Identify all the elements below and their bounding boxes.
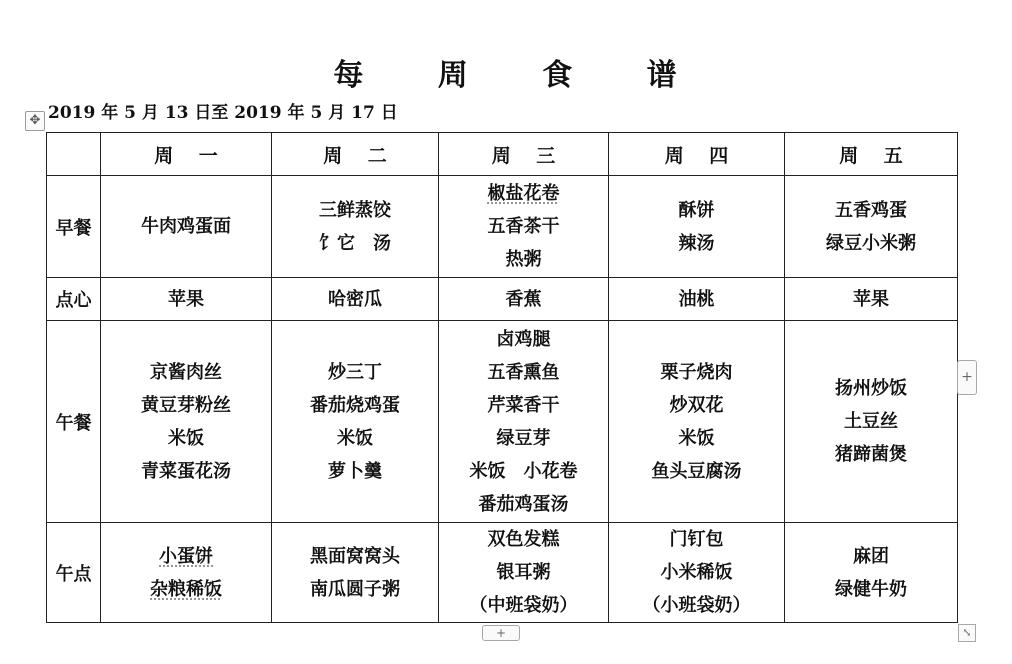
menu-item: 五香鸡蛋 [835,199,907,221]
table-resize-icon[interactable]: ⤡ [958,624,976,642]
menu-item: 绿豆小米粥 [826,232,916,254]
menu-item: 黄豆芽粉丝 [141,394,231,416]
meal-label[interactable]: 早餐 [47,176,101,278]
menu-cell[interactable] [272,278,439,321]
menu-item: 苹果 [853,288,889,310]
menu-item: 酥饼 [678,199,715,221]
menu-item: 番茄鸡蛋汤 [478,493,569,515]
menu-cell[interactable] [609,176,785,278]
weekly-menu-table[interactable] [46,132,958,623]
menu-item: 五香茶干 [487,216,560,237]
menu-item: 哈密瓜 [328,288,382,310]
title-char: 食 [542,58,575,93]
menu-item: 扬州炒饭 [835,378,907,399]
menu-cell[interactable] [785,523,958,623]
meal-row [47,278,958,321]
menu-cell[interactable] [272,321,439,523]
menu-cell[interactable] [101,523,272,623]
menu-item: 油桃 [678,288,715,310]
menu-item: 萝卜羹 [328,460,382,482]
menu-item: 绿豆芽 [496,427,551,449]
day-header[interactable]: 周 四 [609,133,785,176]
title-char: 每 [333,58,366,93]
menu-item: 三鲜蒸饺 [319,199,391,221]
menu-item: 米饭 [678,427,715,449]
title-char: 谱 [646,58,679,93]
meal-label[interactable]: 点心 [47,278,101,321]
menu-item: 米饭 [168,427,204,449]
menu-cell[interactable] [272,176,439,278]
corner-cell [47,133,101,176]
menu-item: 小蛋饼 [159,545,213,567]
menu-item: 炒三丁 [328,361,382,383]
add-row-icon[interactable]: + [482,625,520,641]
menu-item: 青菜蛋花汤 [141,460,231,482]
meal-row [47,321,958,523]
menu-cell[interactable] [101,321,272,523]
meal-label[interactable]: 午餐 [47,321,101,523]
menu-item: 热粥 [505,249,542,270]
menu-cell[interactable] [439,278,609,321]
menu-item: 麻团 [853,545,889,567]
menu-item: 炒双花 [669,394,724,416]
menu-cell[interactable] [101,278,272,321]
menu-cell[interactable] [785,176,958,278]
menu-cell[interactable] [609,278,785,321]
menu-item: （中班袋奶） [469,595,578,616]
menu-item: 米饭 [337,427,373,449]
day-header[interactable]: 周 一 [101,133,272,176]
day-header[interactable]: 周 三 [439,133,609,176]
menu-item: 苹果 [168,288,204,310]
menu-item: 门钉包 [669,529,724,550]
menu-item: 杂粮稀饭 [150,578,222,600]
menu-cell[interactable] [439,176,609,278]
menu-item: 京酱肉丝 [150,361,222,383]
menu-item: 米饭 小花卷 [469,460,578,482]
meal-row [47,523,958,623]
menu-item: 香蕉 [505,288,542,310]
menu-item: 饣它 汤 [319,232,391,254]
menu-item: 辣汤 [678,232,715,254]
header-row [47,133,958,176]
menu-item: 双色发糕 [487,529,560,550]
menu-item: 土豆丝 [844,411,898,432]
menu-item: 番茄烧鸡蛋 [310,394,400,416]
menu-cell[interactable] [101,176,272,278]
menu-item: （小班袋奶） [642,595,751,616]
day-header[interactable]: 周 二 [272,133,439,176]
menu-item: 栗子烧肉 [660,361,733,383]
menu-cell[interactable] [609,321,785,523]
menu-item: 黑面窝窝头 [310,545,400,567]
menu-cell[interactable] [785,321,958,523]
menu-cell[interactable] [439,523,609,623]
menu-item: 南瓜圆子粥 [310,578,400,600]
menu-item: 椒盐花卷 [487,183,560,204]
menu-item: 小米稀饭 [660,562,733,583]
menu-cell[interactable] [785,278,958,321]
menu-item: 猪蹄菌煲 [835,444,907,465]
menu-cell[interactable] [609,523,785,623]
menu-item: 银耳粥 [496,562,551,583]
add-column-icon[interactable]: + [957,360,977,395]
day-header[interactable]: 周 五 [785,133,958,176]
menu-cell[interactable] [439,321,609,523]
table-move-handle-icon[interactable]: ✥ [25,111,45,131]
menu-cell[interactable] [272,523,439,623]
menu-item: 芹菜香干 [487,394,560,416]
page-title [0,50,1012,94]
title-char: 周 [437,58,470,93]
menu-item: 卤鸡腿 [496,328,551,350]
menu-item: 牛肉鸡蛋面 [141,216,231,237]
meal-row [47,176,958,278]
meal-label[interactable]: 午点 [47,523,101,623]
menu-item: 绿健牛奶 [835,578,907,600]
menu-item: 鱼头豆腐汤 [651,460,742,482]
date-range: 2019 年 5 月 13 日至 2019 年 5 月 17 日 [48,103,398,123]
menu-item: 五香熏鱼 [487,361,560,383]
